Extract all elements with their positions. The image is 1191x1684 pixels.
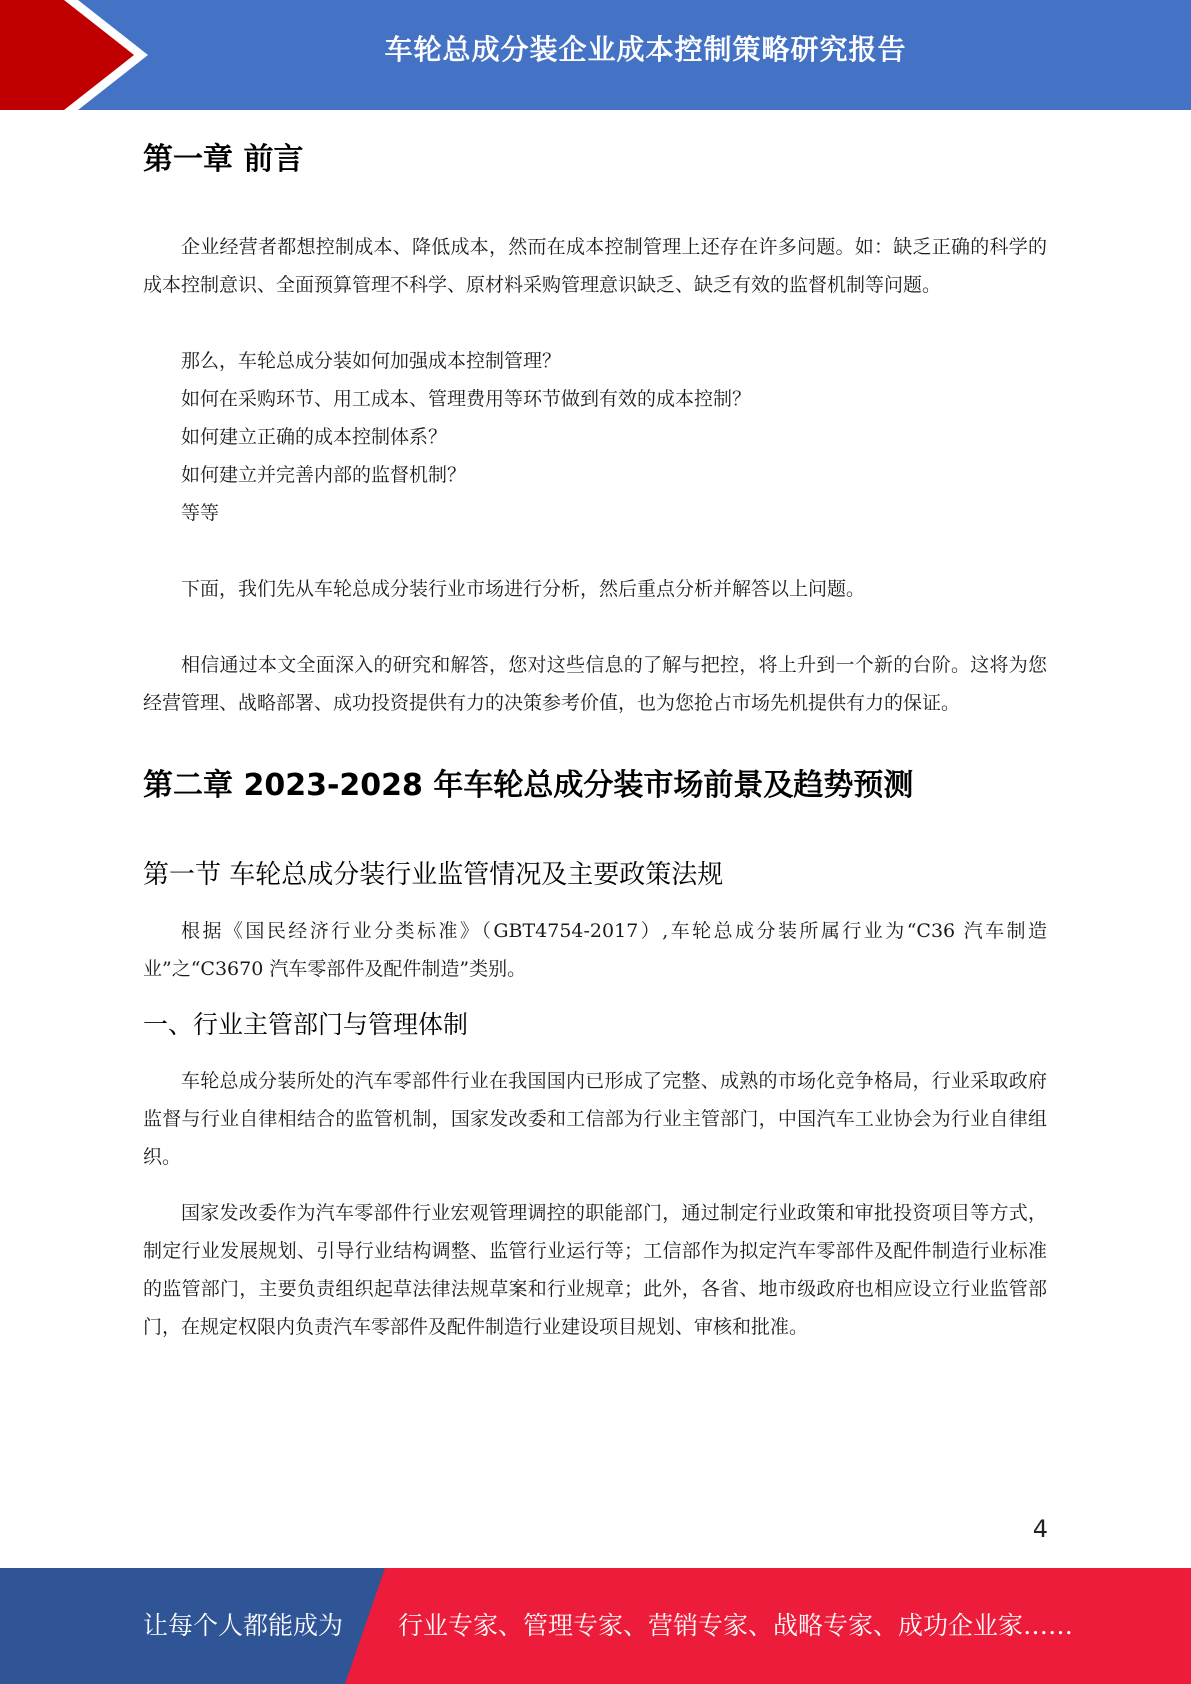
page-header [0, 0, 1191, 110]
question-item: 如何在采购环节、用工成本、管理费用等环节做到有效的成本控制？ [181, 388, 752, 410]
question-item: 那么，车轮总成分装如何加强成本控制管理？ [181, 350, 562, 372]
page-number: 4 [1032, 1515, 1048, 1543]
chapter1-paragraph-1: 企业经营者都想控制成本、降低成本，然而在成本控制管理上还存在许多问题。如：缺乏正确的科学的成本控制意识、全面预算管理不科学、原材料采购管理意识缺乏、缺乏有效的监督机制等问题。 [143, 236, 1047, 296]
footer-slogan-right: 行业专家、管理专家、营销专家、战略专家、成功企业家…… [398, 1611, 1074, 1640]
subsection1-paragraph-1: 车轮总成分装所处的汽车零部件行业在我国国内已形成了完整、成熟的市场化竞争格局，行业采取政府监督与行业自律相结合的监管机制，国家发改委和工信部为行业主管部门，中国汽车工业协会为行业自律组织。 [143, 1070, 1047, 1168]
question-item: 等等 [181, 502, 220, 524]
section1-paragraph-1: 根据《国民经济行业分类标准》（GBT4754-2017）,车轮总成分装所属行业为“C36 汽车制造业”之“C3670 汽车零部件及配件制造”类别。 [143, 920, 1047, 980]
document-body [143, 130, 1047, 1346]
chapter1-paragraph-3: 相信通过本文全面深入的研究和解答，您对这些信息的了解与把控，将上升到一个新的台阶。这将为您经营管理、战略部署、成功投资提供有力的决策参考价值，也为您抢占市场先机提供有力的保证。 [143, 654, 1047, 714]
chapter2-heading: 第二章 2023-2028 年车轮总成分装市场前景及趋势预测 [143, 768, 914, 803]
subsection1-heading: 一、行业主管部门与管理体制 [143, 1010, 469, 1039]
chapter1-heading: 第一章 前言 [143, 142, 304, 177]
chapter1-paragraph-2: 下面，我们先从车轮总成分装行业市场进行分析，然后重点分析并解答以上问题。 [181, 578, 866, 600]
question-item: 如何建立并完善内部的监督机制？ [181, 464, 467, 486]
report-title: 车轮总成分装企业成本控制策略研究报告 [384, 33, 907, 66]
footer-slogan-left: 让每个人都能成为 [143, 1611, 344, 1640]
question-list [143, 342, 1047, 532]
subsection1-paragraph-2: 国家发改委作为汽车零部件行业宏观管理调控的职能部门，通过制定行业政策和审批投资项目等方式，制定行业发展规划、引导行业结构调整、监管行业运行等；工信部作为拟定汽车零部件及配件制造行业标准的监管部门，主要负责组织起草法律法规草案和行业规章；此外，各省、地市级政府也相应设立行业监管部门，在规定权限内负责汽车零部件及配件制造行业建设项目规划、审核和批准。 [143, 1202, 1047, 1338]
question-item: 如何建立正确的成本控制体系？ [181, 426, 448, 448]
section1-heading: 第一节 车轮总成分装行业监管情况及主要政策法规 [143, 860, 724, 890]
page-footer [0, 1568, 1191, 1684]
